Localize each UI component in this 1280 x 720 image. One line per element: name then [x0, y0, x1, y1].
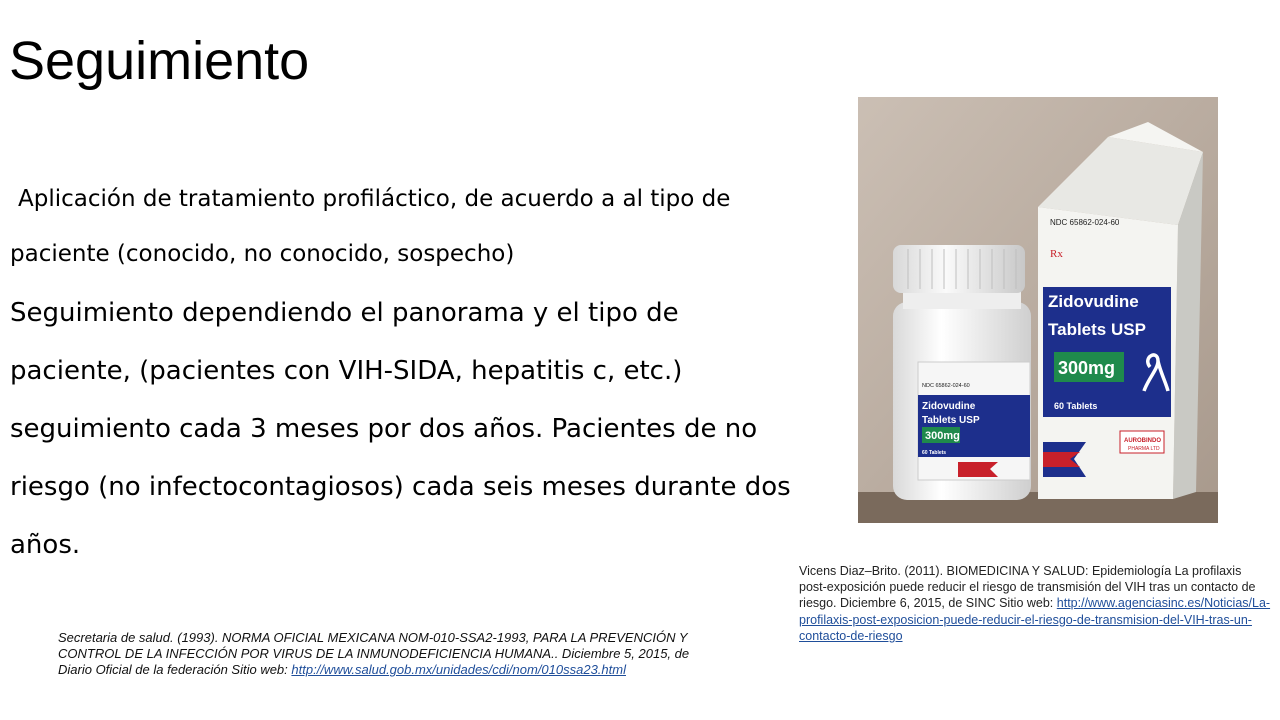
box-ndc: NDC 65862-024-60	[1050, 218, 1120, 227]
bottle-cap	[893, 245, 1025, 293]
citation-left-link[interactable]: http://www.salud.gob.mx/unidades/cdi/nom/010ssa23.html	[291, 662, 626, 678]
box-count: 60 Tablets	[1054, 401, 1098, 411]
bottle-dose: 300mg	[925, 430, 960, 442]
box-rx: Rx	[1050, 248, 1063, 260]
bottle-ndc: NDC 65862-024-60	[922, 383, 970, 389]
citation-right-text: Vicens Diaz–Brito. (2011). BIOMEDICINA Y SALUD: Epidemiología La profilaxis post-exposición puede reducir el riesgo de transmisión del VIH tras un contacto de riesgo. Diciembre 6, 2015, de SINC Sitio web:	[799, 564, 1256, 611]
citation-left	[58, 630, 698, 679]
body-text	[10, 172, 800, 574]
citation-right-link[interactable]: http://www.agenciasinc.es/Noticias/La-profilaxis-post-exposicion-puede-reducir-el-riesgo-de-transmision-del-VIH-tras-un-contacto-de-riesgo	[799, 596, 1271, 643]
box-name-line2: Tablets USP	[1048, 320, 1146, 339]
paragraph-prophylaxis	[10, 172, 800, 282]
citation-left-text: Secretaria de salud. (1993). NORMA OFICIAL MEXICANA NOM-010-SSA2-1993, PARA LA PREVENCIÓN Y CONTROL DE LA INFECCIÓN POR VIRUS DE LA INMUNODEFICIENCIA HUMANA.. Diciembre 5, 2015, de Diario Oficial de la federación Sitio web:	[58, 630, 690, 678]
bottle-name-line1: Zidovudine	[922, 401, 976, 412]
box-maker: AUROBINDO	[1124, 438, 1161, 444]
bottle-name-line2: Tablets USP	[922, 415, 980, 426]
box-dose: 300mg	[1058, 358, 1116, 378]
citation-right	[799, 563, 1271, 644]
paragraph-prophylaxis-text: Aplicación de tratamiento profiláctico, de acuerdo a al tipo de paciente (conocido, no conocido, sospecho)	[10, 186, 731, 267]
paragraph-followup: Seguimiento dependiendo el panorama y el tipo de paciente, (pacientes con VIH-SIDA, hepatitis c, etc.) seguimiento cada 3 meses por dos años. Pacientes de no riesgo (no infectocontagiosos) cada seis meses durante dos años.	[10, 298, 791, 560]
box-maker-sub: PHARMA LTD	[1128, 446, 1160, 452]
medication-photo	[858, 97, 1218, 523]
slide-title: Seguimiento	[9, 31, 310, 91]
box-name-line1: Zidovudine	[1048, 292, 1139, 311]
bottle-count: 60 Tablets	[922, 450, 947, 456]
